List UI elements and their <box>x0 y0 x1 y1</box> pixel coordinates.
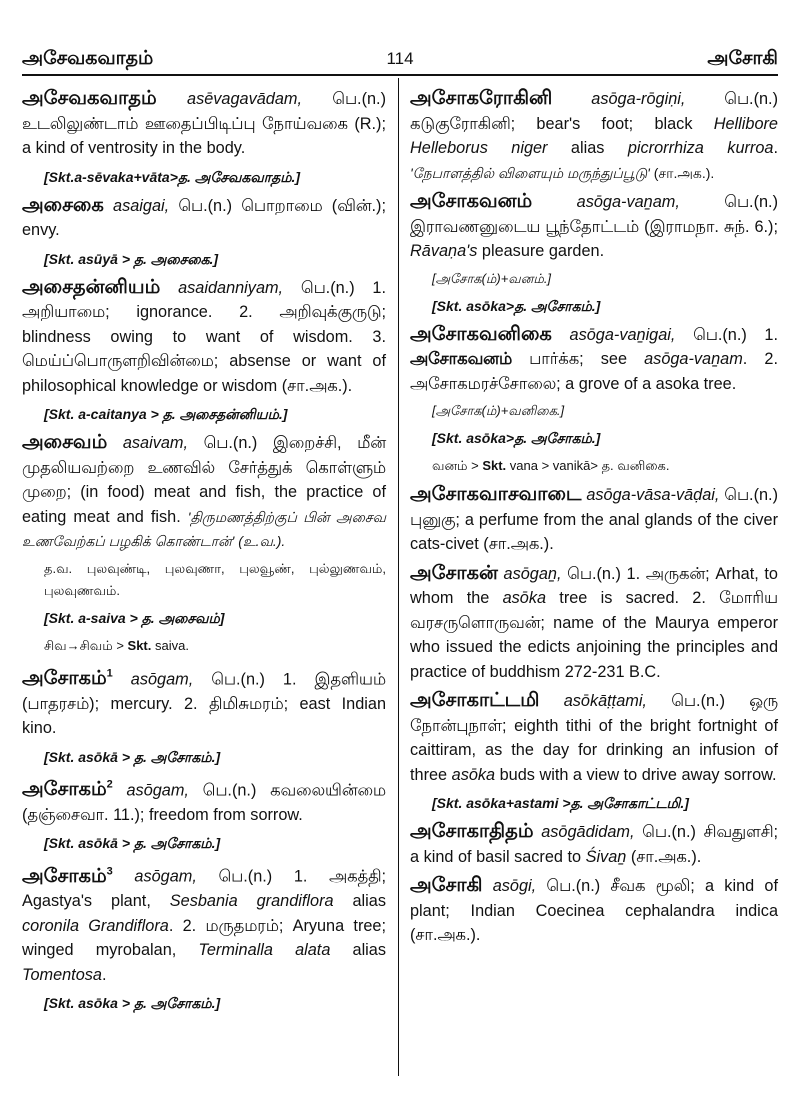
transliteration: asōgaṉ, <box>503 564 562 583</box>
headword: அசேவகவாதம் <box>22 87 157 109</box>
entry <box>410 189 778 264</box>
definition: பெ.(n.) இராவணனுடைய பூந்தோட்டம் (இராமநா. சுந். 6.); <box>410 193 778 236</box>
entry <box>22 430 386 554</box>
definition: (சா.அக.). <box>626 847 702 866</box>
etymology: [Skt. asōkā > த. அசோகம்.] <box>44 835 221 851</box>
page-header <box>22 44 778 74</box>
cross-reference-translit: asōka <box>451 765 496 784</box>
header-rule <box>22 74 778 76</box>
transliteration: asōga-vaṉigai, <box>569 325 676 344</box>
definition: . <box>101 965 107 984</box>
column-divider <box>398 78 399 1076</box>
definition: பெ.(n.) இறைச்சி, மீன் முதலியவற்றை உணவில் சேர்த்துக் கொள்ளும் முறை; (in food) meat and fish, the practice of eating meat and fish. <box>22 434 387 526</box>
entry <box>410 819 778 869</box>
scientific-name: Hellibore Helleborus niger <box>410 114 778 157</box>
entry <box>410 561 778 685</box>
headword-text: அசோகம் <box>22 864 107 887</box>
right-column <box>410 86 778 952</box>
scientific-name: coronila Grandiflora <box>22 916 169 935</box>
headword: அசைதன்னியம் <box>22 275 161 298</box>
scientific-name: Tomentosa <box>22 965 102 984</box>
headword-text: அசோகம் <box>22 667 107 689</box>
etymology-derivation <box>44 634 386 658</box>
definition: பார்க்க; see <box>512 350 645 368</box>
transliteration: asōgādidam, <box>541 823 635 841</box>
scientific-name: Sesbania grandiflora <box>169 892 334 910</box>
definition: (சா.அக.). <box>649 164 715 181</box>
headword <box>22 778 113 800</box>
transliteration: asōgi, <box>492 877 537 895</box>
etymology: [Skt. asōka>த. அசோகம்.] <box>432 297 601 314</box>
transliteration: asōga-rōgiṇi, <box>591 90 686 108</box>
name: Rāvaṇa's <box>410 242 478 260</box>
headword-text: அசோகம் <box>22 778 107 800</box>
definition: பெ.(n.) 1. அறியாமை; ignorance. 2. அறிவுக்குருடு; blindness owing to want of wisdom. 3. மெய்ப்பொருளறிவின்மை; absense or want of philosophical knowledge or wisdom (சா.அக.). <box>22 278 387 395</box>
transliteration: asaidanniyam, <box>178 278 284 297</box>
etymology: [Skt. asūyā > த. அசைகை.] <box>44 250 219 267</box>
transliteration: asaigai, <box>113 196 170 215</box>
definition: . 2. அசோகமரச்சோலை; a grove of a asoka tree. <box>410 350 778 393</box>
transliteration: asōgam, <box>134 867 197 886</box>
definition: பெ.(n.) 1. அருகன்; Arhat, to whom the <box>410 564 778 607</box>
transliteration: asēvagavādam, <box>187 90 302 108</box>
homonym-number: 1 <box>106 667 113 680</box>
etymology: [Skt. asōka>த. அசோகம்.] <box>432 430 601 446</box>
skt-label: Skt. <box>482 458 507 473</box>
transliteration: asōkāṭṭami, <box>563 692 647 710</box>
definition: பெ.(n.) கடுகுரோகினி; bear's foot; black <box>410 90 778 133</box>
cross-reference-translit: asōka <box>502 589 547 607</box>
usage-quote: 'நேபாளத்தில் விளையும் மருந்துப்பூடு' <box>410 164 650 181</box>
header-left-guide-word: அசேவகவாதம் <box>22 48 154 69</box>
derivation-text: வனம் > <box>432 458 483 473</box>
entry <box>410 873 778 948</box>
headword: அசைவம் <box>22 431 108 453</box>
etymology: [Skt. asōkā > த. அசோகம்.] <box>44 748 221 765</box>
entry <box>410 688 778 787</box>
entry <box>410 482 778 557</box>
etymology: [Skt. a-saiva > த. அசைவம்] <box>44 609 225 626</box>
headword: அசோகி <box>410 874 483 896</box>
entry <box>22 662 386 741</box>
definition: பெ.(n.) பொறாமை (வின்.); envy. <box>22 196 386 239</box>
left-column <box>22 86 386 1019</box>
cross-reference-translit: asōga-vaṉam <box>644 350 743 368</box>
entry <box>22 859 386 987</box>
word-formation: [அசோக(ம்)+வனம்.] <box>432 270 552 286</box>
definition: பெ.(n.) 1. <box>675 325 779 344</box>
definition: alias <box>333 892 386 910</box>
definition: பெ.(n.) 1. அகத்தி; Agastya's plant, <box>22 867 387 910</box>
skt-label: Skt. <box>127 637 152 653</box>
headword <box>22 865 113 887</box>
cross-reference: அசோகவனம் <box>410 350 513 368</box>
definition: . <box>773 139 778 157</box>
homonym-number: 2 <box>106 778 113 791</box>
definition: tree is sacred. 2. மோரிய வரசருளொருவன்; name of the Maurya emperor who issued the edicts anjoining the principles and practice of buddhism 272-231 B.C. <box>410 589 778 681</box>
derivation-text: சிவ→சிவம் > <box>44 637 128 653</box>
homonym-number: 3 <box>106 865 113 877</box>
definition: alias <box>330 941 386 959</box>
derivation-text: saiva. <box>151 637 189 653</box>
definition: . 2. மருதமரம்; Aryuna tree; winged myrobalan, <box>22 916 386 959</box>
headword: அசோகாதிதம் <box>410 820 534 842</box>
definition: பெ.(n.) சீவக மூலி; a kind of plant; Indian Coecinea cephalandra indica (சா.அக.). <box>410 877 778 944</box>
definition: பெ.(n.) ஒரு நோன்புநாள்; eighth tithi of the bright fortnight of caittiram, as the day for drinking an infusion of three <box>410 692 779 784</box>
etymology: [Skt. asōka+astami >த. அசோகாட்டமி.] <box>432 795 689 811</box>
word-formation: [அசோக(ம்)+வனிகை.] <box>432 403 565 418</box>
headword: அசோகன் <box>410 561 498 584</box>
entry <box>410 322 778 397</box>
derivation-text: vana > vanikā> த. வனிகை. <box>506 458 670 473</box>
definition: alias <box>547 139 628 157</box>
etymology: [Skt. asōka > த. அசோகம்.] <box>44 995 221 1011</box>
etymology: [Skt.a-sēvaka+vāta>த. அசேவகவாதம்.] <box>44 168 301 185</box>
usage-example: 'திருமணத்திற்குப் பின் அசைவ உணவேற்கப் பழகிக் கொண்டான்' (உ.வ.). <box>22 508 386 549</box>
transliteration: asōga-vāsa-vāḍai, <box>586 486 720 504</box>
headword: அசோகவனம் <box>410 190 533 212</box>
definition: பெ.(n.) புனுகு; a perfume from the anal glands of the civer cats-civet (சா.அக.). <box>410 486 778 553</box>
definition: பெ.(n.) 1. இதளியம் (பாதரசம்); mercury. 2. திமிசுமரம்; east Indian kino. <box>22 670 386 737</box>
entry <box>22 193 386 243</box>
scientific-name: picrorrhiza kurroa <box>627 139 774 157</box>
entry <box>22 275 386 399</box>
headword <box>22 667 113 689</box>
etymology: [Skt. a-caitanya > த. அசைதன்னியம்.] <box>44 406 288 422</box>
name: Śivaṉ <box>585 847 627 866</box>
definition: பெ.(n.) கவலையின்மை (தஞ்சைவா. 11.); freedom from sorrow. <box>22 781 386 824</box>
transliteration: asōgam, <box>130 670 194 688</box>
headword: அசோகாட்டமி <box>410 689 540 711</box>
page-number: 114 <box>386 49 414 68</box>
headword: அசோகவனிகை <box>410 322 552 345</box>
entry <box>22 86 386 161</box>
transliteration: asōgam, <box>126 781 189 799</box>
header-right-guide-word: அசோகி <box>707 48 778 69</box>
scientific-name: Terminalla alata <box>198 941 331 959</box>
definition: pleasure garden. <box>477 242 605 260</box>
entry <box>410 86 778 185</box>
synonym-note: த.வ. புலவுண்டி, புலவுணா, புலவூண், புல்லுணவம், புலவுணவம். <box>44 560 386 598</box>
transliteration: asaivam, <box>122 434 189 452</box>
headword: அசோகரோகினி <box>410 87 553 109</box>
definition: பெ.(n.) சிவதுளசி; a kind of basil sacred to <box>410 823 778 866</box>
definition: பெ.(n.) உடலிலுண்டாம் ஊதைப்பிடிப்பு நோய்வகை (R.); a kind of ventrosity in the body. <box>22 90 386 157</box>
transliteration: asōga-vaṉam, <box>576 193 680 211</box>
headword: அசோகவாசவாடை <box>410 483 582 505</box>
definition: buds with a view to drive away sorrow. <box>495 765 777 784</box>
headword: அசைகை <box>22 193 104 216</box>
entry <box>22 773 386 828</box>
etymology-derivation <box>432 454 778 478</box>
